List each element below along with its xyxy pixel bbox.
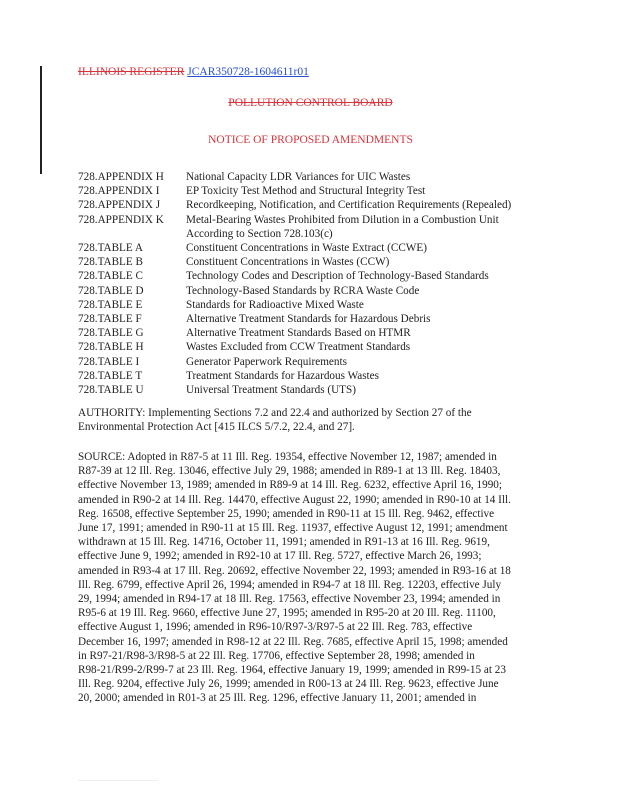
source-line: Ill. Reg. 9204, effective July 26, 1999; amended in R00-13 at 24 Ill. Reg. 9623, effective June: [78, 678, 499, 691]
toc-row: [78, 284, 546, 298]
toc-section-number: 728.TABLE C: [78, 270, 143, 283]
toc-row: [78, 383, 546, 397]
toc-section-number: 728.APPENDIX J: [78, 199, 161, 212]
toc-section-title: Technology Codes and Description of Technology-Based Standards: [186, 270, 489, 283]
source-line: effective August 1, 1996; amended in R96-10/R97-3/R97-5 at 22 Ill. Reg. 783, effective: [78, 621, 473, 634]
toc-section-title: Wastes Excluded from CCW Treatment Standards: [186, 341, 411, 354]
toc-row: [78, 213, 546, 241]
toc-section-title: Alternative Treatment Standards Based on HTMR: [186, 327, 411, 340]
toc-section-number: 728.TABLE B: [78, 256, 143, 269]
footer-rule: [78, 780, 158, 781]
source-paragraph: [78, 450, 544, 706]
table-of-contents: [78, 170, 546, 397]
source-line: 29, 1994; amended in R94-17 at 18 Ill. Reg. 17563, effective November 23, 1994; amended in: [78, 593, 501, 606]
toc-section-number: 728.TABLE E: [78, 298, 143, 311]
toc-section-title: Constituent Concentrations in Wastes (CCW): [186, 256, 390, 269]
source-line: R98-21/R99-2/R99-7 at 23 Ill. Reg. 1964, effective January 19, 1999; amended in R99-15 at 23: [78, 664, 506, 677]
toc-section-title: Metal-Bearing Wastes Prohibited from Dilution in a Combustion Unit According to Section 728.103(c): [186, 213, 499, 240]
toc-section-number: 728.TABLE G: [78, 327, 144, 340]
source-line: 20, 2000; amended in R01-3 at 25 Ill. Reg. 1296, effective January 11, 2001; amended in: [78, 692, 477, 705]
toc-row: [78, 312, 546, 326]
source-line: June 17, 1991; amended in R90-11 at 15 Ill. Reg. 11937, effective August 12, 1991; amendment: [78, 522, 508, 535]
toc-section-number: 728.APPENDIX H: [78, 171, 164, 183]
toc-section-title: Alternative Treatment Standards for Hazardous Debris: [186, 313, 431, 326]
toc-section-title: Treatment Standards for Hazardous Wastes: [186, 369, 379, 382]
toc-section-number: 728.TABLE T: [78, 369, 143, 382]
register-header: [78, 66, 309, 78]
toc-section-title: Recordkeeping, Notification, and Certification Requirements (Repealed): [186, 199, 512, 212]
toc-section-title: EP Toxicity Test Method and Structural Integrity Test: [186, 185, 426, 198]
toc-row: [78, 198, 546, 212]
toc-section-number: 728.TABLE U: [78, 384, 144, 397]
toc-section-title: Constituent Concentrations in Waste Extract (CCWE): [186, 242, 427, 255]
toc-section-number: 728.TABLE D: [78, 284, 144, 297]
authority-line: Environmental Protection Act [415 ILCS 5/7.2, 22.4, and 27].: [78, 421, 355, 434]
source-line: SOURCE: Adopted in R87-5 at 11 Ill. Reg. 19354, effective November 12, 1987; amended in: [78, 451, 497, 463]
toc-section-title: Universal Treatment Standards (UTS): [186, 384, 356, 397]
board-heading-text: POLLUTION CONTROL BOARD: [228, 97, 393, 109]
source-line: R95-6 at 19 Ill. Reg. 9660, effective June 27, 1995; amended in R95-20 at 20 Ill. Reg. 11100,: [78, 607, 496, 620]
source-line: in R97-21/R98-3/R98-5 at 22 Ill. Reg. 17706, effective September 28, 1998; amended in: [78, 649, 475, 662]
toc-row: [78, 298, 546, 312]
source-line: effective November 13, 1989; amended in R89-9 at 14 Ill. Reg. 6232, effective April 16, 1990;: [78, 479, 502, 492]
authority-paragraph: [78, 406, 544, 434]
toc-section-number: 728.TABLE H: [78, 341, 144, 354]
source-line: Ill. Reg. 6799, effective April 26, 1994; amended in R94-7 at 18 Ill. Reg. 12203, effective July: [78, 578, 502, 591]
toc-section-number: 728.TABLE I: [78, 355, 140, 368]
toc-section-number: 728.TABLE A: [78, 242, 143, 255]
toc-row: [78, 355, 546, 369]
notice-heading: [0, 134, 621, 146]
toc-row: [78, 241, 546, 255]
authority-line: AUTHORITY: Implementing Sections 7.2 and 22.4 and authorized by Section 27 of the: [78, 407, 472, 419]
revision-change-bar: [40, 66, 42, 174]
toc-section-title: Technology-Based Standards by RCRA Waste Code: [186, 284, 420, 297]
toc-row: [78, 340, 546, 354]
source-line: amended in R93-4 at 17 Ill. Reg. 20692, effective November 22, 1993; amended in R93-16 at 18: [78, 564, 511, 577]
source-line: R87-39 at 12 Ill. Reg. 13046, effective July 29, 1988; amended in R89-1 at 13 Ill. Reg. 18403,: [78, 465, 501, 478]
toc-section-title: National Capacity LDR Variances for UIC Wastes: [186, 171, 411, 183]
toc-section-number: 728.APPENDIX I: [78, 185, 160, 198]
source-line: amended in R90-2 at 14 Ill. Reg. 14470, effective August 22, 1990; amended in R90-10 at 14 Ill.: [78, 493, 511, 506]
toc-section-title: Generator Paperwork Requirements: [186, 355, 347, 368]
toc-row: [78, 170, 546, 184]
source-line: effective June 9, 1992; amended in R92-10 at 17 Ill. Reg. 5727, effective March 26, 1993;: [78, 550, 482, 563]
toc-section-number: 728.APPENDIX K: [78, 213, 164, 226]
source-line: Reg. 16508, effective September 25, 1990; amended in R90-11 at 15 Ill. Reg. 9462, effective: [78, 507, 495, 520]
toc-row: [78, 269, 546, 283]
toc-section-title: Standards for Radioactive Mixed Waste: [186, 298, 364, 311]
board-heading: [0, 97, 621, 109]
source-line: December 16, 1997; amended in R98-12 at 22 Ill. Reg. 7685, effective April 15, 1998; amended: [78, 635, 508, 648]
notice-heading-text: NOTICE OF PROPOSED AMENDMENTS: [208, 134, 413, 146]
toc-row: [78, 184, 546, 198]
source-line: withdrawn at 15 Ill. Reg. 14716, October 11, 1991; amended in R91-13 at 16 Ill. Reg. 9619,: [78, 536, 490, 549]
register-inserted-text: JCAR350728-1604611r01: [187, 66, 309, 78]
toc-row: [78, 326, 546, 340]
register-struck-text: ILLINOIS REGISTER: [78, 66, 185, 78]
toc-row: [78, 255, 546, 269]
toc-section-number: 728.TABLE F: [78, 313, 142, 326]
toc-row: [78, 369, 546, 383]
